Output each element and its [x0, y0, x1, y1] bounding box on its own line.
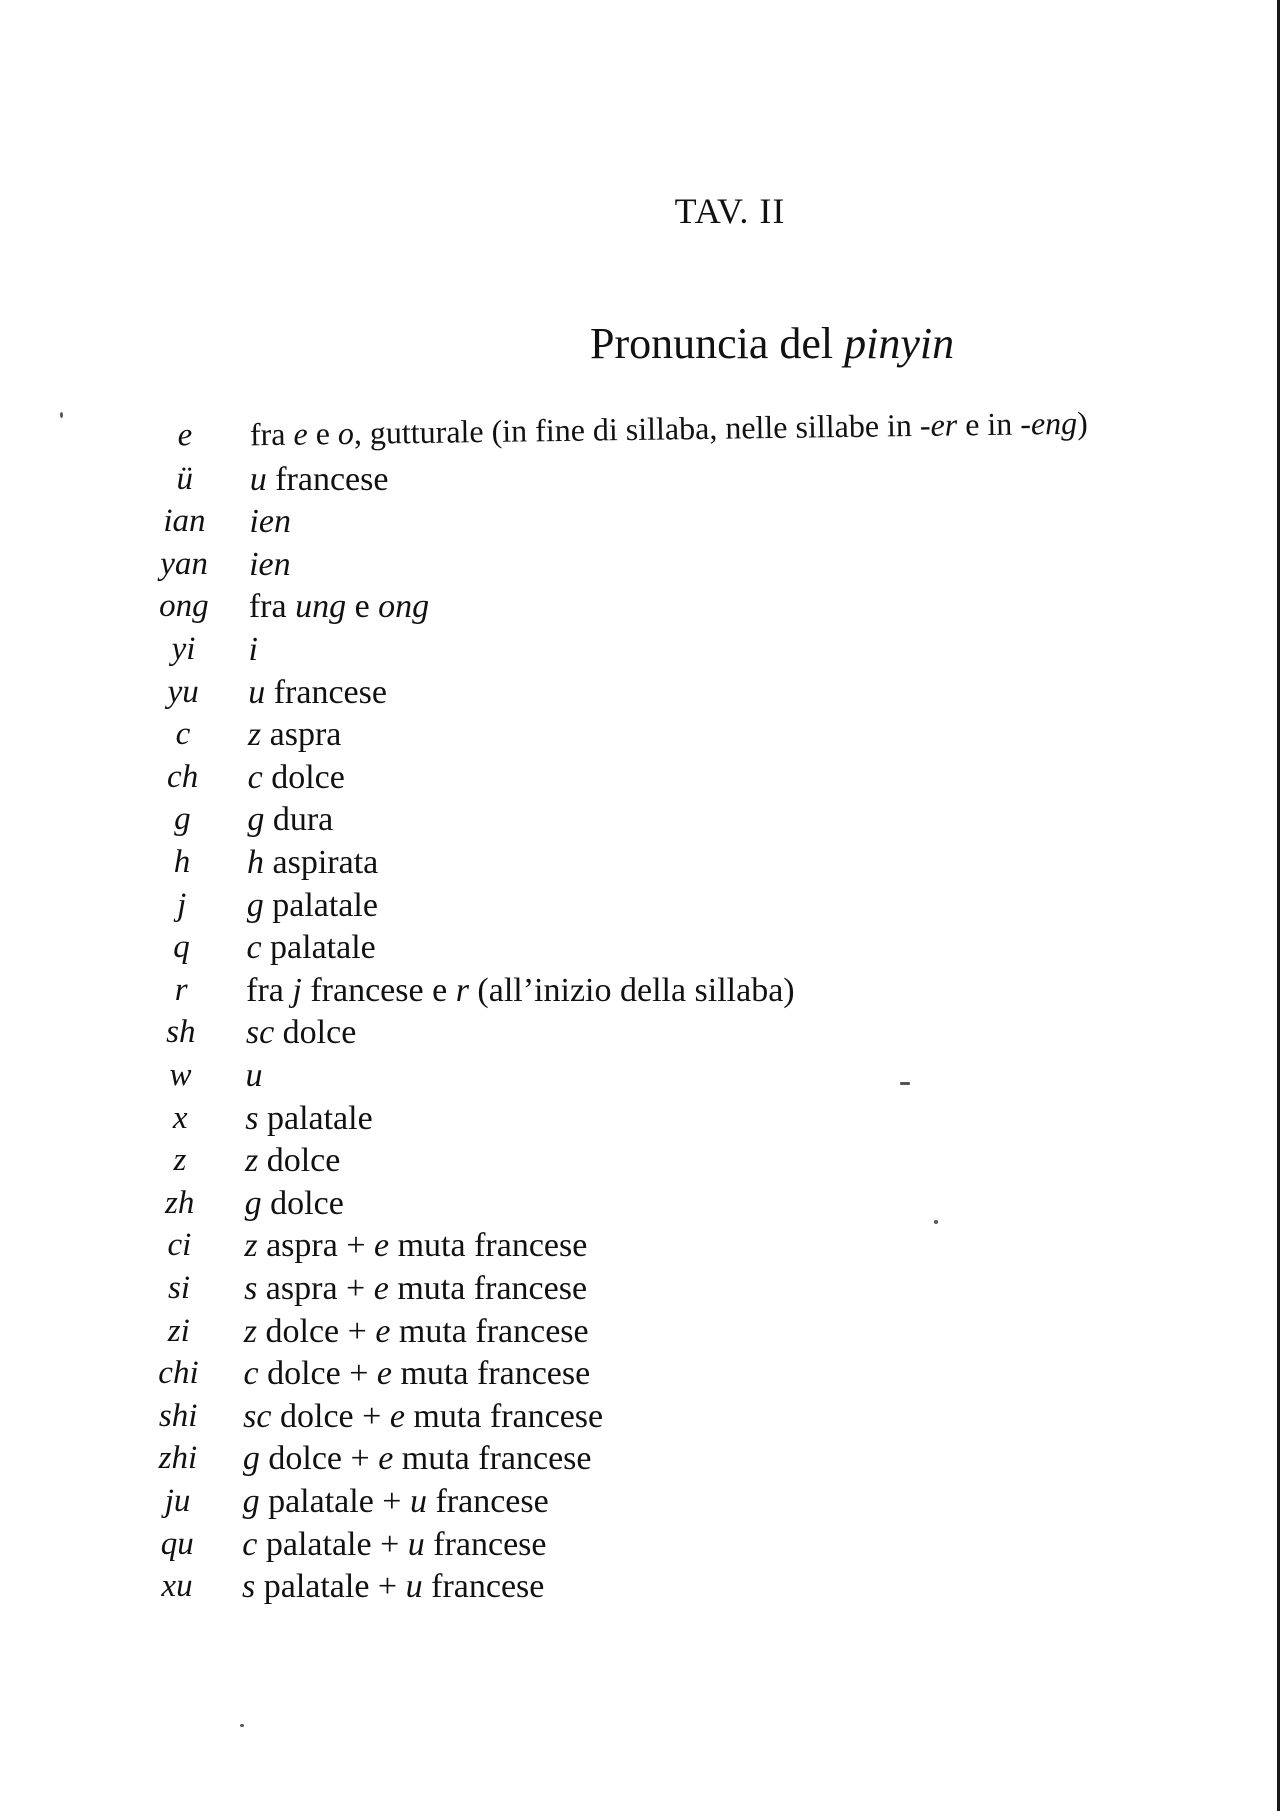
- pronunciation-description: [247, 844, 378, 882]
- description-segment: palatale: [261, 929, 376, 967]
- description-segment: palatale +: [259, 1483, 410, 1520]
- description-segment: ): [1076, 404, 1089, 441]
- description-segment: ong: [378, 588, 430, 626]
- title-italic: pinyin: [844, 319, 955, 368]
- pinyin-term: e: [177, 417, 193, 454]
- pinyin-term: ian: [163, 503, 206, 540]
- pronunciation-description: [244, 1227, 587, 1265]
- description-segment: j: [292, 971, 302, 1009]
- description-segment: francese: [424, 1525, 547, 1563]
- pinyin-term: q: [173, 929, 190, 966]
- pronunciation-description: [245, 1142, 340, 1180]
- description-segment: u: [409, 1483, 427, 1520]
- description-segment: aspirata: [264, 844, 379, 881]
- pinyin-term: w: [169, 1057, 192, 1093]
- description-segment: z: [244, 1227, 258, 1265]
- pronunciation-description: [248, 674, 387, 712]
- pronunciation-description: [247, 887, 378, 925]
- pinyin-term: yu: [167, 673, 199, 710]
- description-segment: s: [242, 1568, 256, 1606]
- description-segment: francese e: [301, 971, 456, 1009]
- pronunciation-description: [249, 546, 291, 584]
- description-segment: u: [248, 673, 266, 711]
- pronunciation-description: [249, 503, 291, 541]
- pinyin-term: si: [168, 1270, 191, 1306]
- description-segment: dura: [264, 801, 334, 839]
- pronunciation-description: [245, 1185, 344, 1223]
- pinyin-term: zh: [164, 1184, 195, 1221]
- pronunciation-description: [247, 801, 333, 839]
- description-segment: ien: [249, 545, 291, 583]
- pronunciation-description: [249, 588, 429, 626]
- description-segment: aspra +: [257, 1227, 375, 1265]
- pronunciation-description: [243, 1355, 590, 1393]
- pinyin-term: shi: [158, 1397, 198, 1434]
- pinyin-term: chi: [158, 1355, 199, 1392]
- description-segment: c: [242, 1525, 258, 1563]
- description-segment: muta francese: [404, 1397, 604, 1435]
- description-segment: e: [389, 1397, 405, 1435]
- pronunciation-description: [242, 1526, 546, 1564]
- description-segment: dolce: [274, 1014, 357, 1052]
- pronunciation-description: [250, 405, 1088, 454]
- pinyin-term: h: [173, 844, 191, 880]
- description-segment: muta francese: [390, 1312, 589, 1350]
- description-segment: fra: [246, 971, 293, 1009]
- description-segment: c: [246, 929, 262, 967]
- description-segment: muta francese: [388, 1270, 588, 1307]
- description-segment: r: [455, 971, 469, 1009]
- pinyin-term: ci: [167, 1227, 192, 1264]
- description-segment: e: [307, 415, 339, 452]
- pinyin-term: x: [172, 1099, 188, 1136]
- pinyin-term: ü: [176, 460, 193, 497]
- description-segment: dolce: [261, 1184, 344, 1222]
- description-segment: g: [242, 1483, 260, 1520]
- description-segment: -er: [919, 406, 958, 443]
- description-segment: u: [407, 1525, 425, 1563]
- description-segment: ung: [295, 588, 347, 626]
- pronunciation-description: [246, 1057, 263, 1095]
- title-main: Pronuncia del: [590, 319, 845, 368]
- description-segment: fra: [249, 415, 294, 453]
- description-segment: s: [244, 1270, 258, 1307]
- pinyin-term: zhi: [158, 1440, 198, 1477]
- pronunciation-description: [249, 631, 258, 669]
- description-segment: g: [242, 1440, 260, 1478]
- pinyin-term: g: [174, 801, 191, 838]
- description-segment: muta francese: [391, 1355, 591, 1393]
- description-segment: g: [247, 801, 265, 839]
- scan-speck: [900, 1082, 910, 1085]
- description-segment: palatale +: [255, 1568, 406, 1606]
- description-segment: dolce: [262, 758, 345, 796]
- description-segment: e: [346, 588, 379, 626]
- description-segment: e: [373, 1270, 389, 1307]
- description-segment: h: [247, 844, 265, 881]
- description-segment: c: [247, 758, 263, 796]
- description-segment: e: [375, 1312, 391, 1350]
- description-segment: c: [243, 1355, 259, 1393]
- table-row: [130, 404, 1089, 458]
- description-segment: u: [405, 1568, 423, 1606]
- description-segment: e: [378, 1440, 394, 1478]
- scan-speck: [60, 412, 63, 418]
- pronunciation-description: [248, 716, 341, 754]
- description-segment: dolce +: [258, 1355, 377, 1393]
- description-segment: i: [248, 631, 258, 668]
- description-segment: dolce +: [257, 1312, 376, 1350]
- pronunciation-description: [244, 1270, 587, 1308]
- description-segment: , gutturale (in fine di sillaba, nelle sillabe in: [353, 406, 921, 451]
- pinyin-term: r: [174, 971, 188, 1008]
- pinyin-term: yi: [171, 631, 196, 667]
- description-segment: z: [244, 1142, 259, 1180]
- description-segment: aspra +: [257, 1270, 374, 1307]
- description-segment: aspra: [261, 716, 342, 754]
- description-segment: palatale: [258, 1099, 373, 1137]
- pinyin-term: xu: [161, 1568, 193, 1605]
- description-segment: sc: [245, 1014, 275, 1052]
- description-segment: e in: [956, 405, 1021, 443]
- description-segment: o: [337, 414, 355, 452]
- pronunciation-description: [246, 972, 795, 1010]
- pronunciation-description: [244, 1313, 589, 1351]
- description-segment: palatale +: [257, 1525, 408, 1563]
- pinyin-term: qu: [160, 1525, 194, 1562]
- description-segment: g: [244, 1184, 262, 1222]
- description-segment: e: [376, 1355, 392, 1393]
- pronunciation-description: [243, 1398, 603, 1436]
- description-segment: sc: [243, 1397, 272, 1435]
- scan-speck: [934, 1220, 938, 1224]
- description-segment: francese: [426, 1483, 549, 1520]
- description-segment: -eng: [1020, 404, 1078, 442]
- pronunciation-description: [242, 1568, 544, 1606]
- description-segment: muta francese: [389, 1227, 588, 1265]
- description-segment: dolce: [258, 1142, 341, 1180]
- description-segment: dolce +: [271, 1397, 390, 1435]
- description-segment: francese: [266, 460, 389, 498]
- pronunciation-description: [243, 1440, 592, 1478]
- description-segment: francese: [422, 1568, 545, 1606]
- pronunciation-description: [250, 461, 389, 499]
- pronunciation-description: [245, 1100, 372, 1138]
- pronunciation-description: [246, 929, 375, 967]
- description-segment: z: [247, 716, 262, 754]
- pinyin-term: ju: [164, 1483, 191, 1519]
- pronunciation-description: [243, 1483, 549, 1521]
- description-segment: u: [245, 1057, 263, 1094]
- plate-label: TAV. II: [674, 191, 786, 231]
- description-segment: (all’inizio della sillaba): [468, 971, 795, 1009]
- description-segment: e: [293, 415, 308, 452]
- pronunciation-description: [246, 1014, 356, 1052]
- description-segment: g: [246, 886, 264, 924]
- pinyin-term: j: [177, 886, 187, 923]
- description-segment: ien: [249, 503, 291, 541]
- pinyin-term: z: [173, 1142, 187, 1179]
- description-segment: z: [243, 1312, 257, 1350]
- pinyin-term: c: [175, 716, 191, 753]
- description-segment: francese: [265, 673, 387, 711]
- pinyin-term: yan: [160, 545, 208, 582]
- pinyin-term: zi: [167, 1312, 190, 1349]
- description-segment: fra: [248, 588, 296, 626]
- description-segment: u: [249, 460, 267, 498]
- pinyin-term: ong: [159, 588, 209, 625]
- pinyin-term: ch: [167, 758, 199, 795]
- description-segment: e: [374, 1227, 390, 1265]
- description-segment: dolce +: [259, 1440, 379, 1478]
- description-segment: palatale: [263, 886, 378, 924]
- pronunciation-description: [248, 759, 345, 797]
- description-segment: muta francese: [393, 1440, 592, 1478]
- scan-speck: [240, 1724, 244, 1727]
- description-segment: s: [245, 1099, 259, 1137]
- pinyin-term: sh: [166, 1014, 196, 1051]
